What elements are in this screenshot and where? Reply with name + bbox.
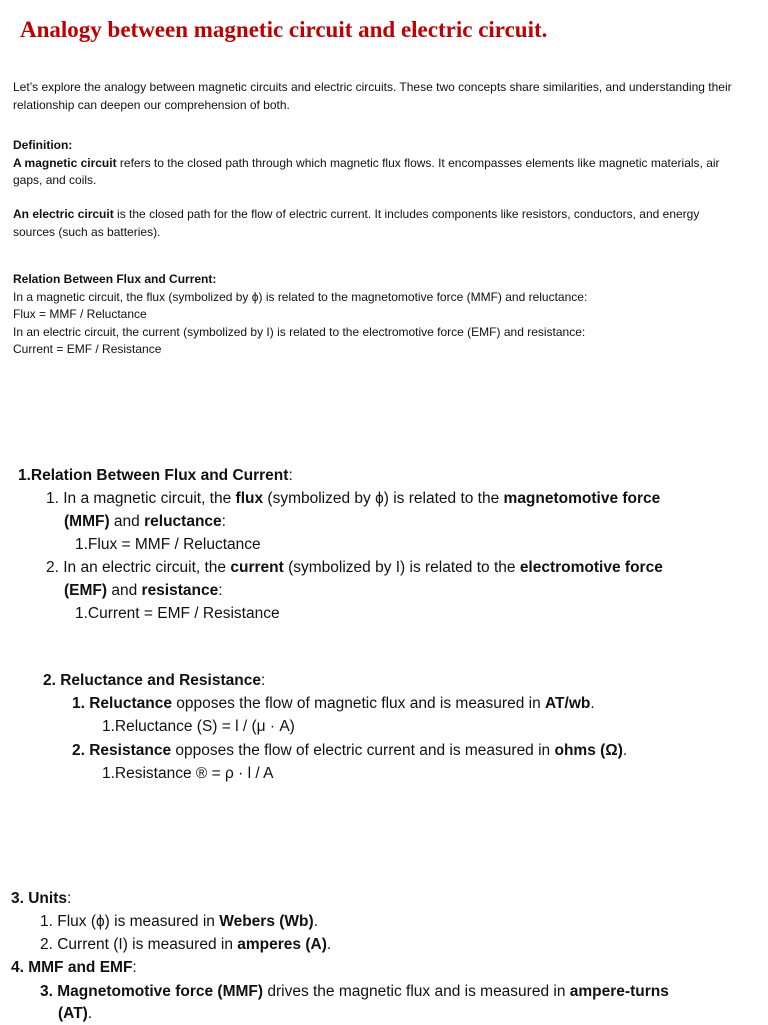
resistance-formula [102, 762, 273, 785]
item-text: . [326, 936, 332, 953]
item-text: (symbolized by I) is related to the [283, 559, 520, 576]
item-text: (symbolized by ϕ) is related to the [263, 490, 504, 507]
item-bold: Magnetomotive force (MMF) [57, 983, 264, 1000]
relation-summary-line: Flux = MMF / Reluctance [13, 307, 147, 321]
item-text: drives the magnetic flux and is measured in [263, 983, 570, 1000]
relation-summary-line: Current = EMF / Resistance [13, 342, 162, 356]
electric-circuit-text: is the closed path for the flow of electric current. It includes components like resistors, conductors, and energy sources (such as batteries). [13, 207, 700, 239]
section2-item1 [72, 692, 595, 715]
item-text: In a magnetic circuit, the [63, 490, 236, 507]
item-text: and [109, 513, 145, 530]
electric-circuit-term: An electric circuit [13, 207, 114, 221]
section2-heading-text: 2. Reluctance and Resistance [43, 672, 261, 689]
resistance-formula-text: 1.Resistance ® = ρ · l / A [102, 765, 274, 782]
item-text: : [221, 513, 226, 530]
item-text: In an electric circuit, the [63, 559, 231, 576]
item-text: and [107, 582, 142, 599]
item-text: . [87, 1005, 93, 1022]
item-bold: current [230, 559, 284, 576]
section4-heading-text: 4. MMF and EMF [11, 959, 133, 976]
intro-paragraph [13, 79, 743, 114]
magnetic-circuit-text: refers to the closed path through which magnetic flux flows. It encompasses elements like magnetic materials, air gaps, and coils. [13, 155, 720, 187]
reluctance-formula [102, 715, 295, 738]
section2-item2 [72, 739, 627, 762]
list-number: 2. [46, 559, 64, 576]
current-formula [75, 602, 280, 625]
item-bold: AT/wb [545, 695, 591, 712]
list-number: 1. [72, 695, 90, 712]
item-bold: ohms (Ω) [554, 742, 623, 759]
item-bold: ampere-turns [569, 983, 669, 1000]
document-title: Analogy between magnetic circuit and electric circuit. [20, 17, 548, 42]
item-text: . [622, 742, 628, 759]
item-bold: electromotive force [519, 559, 663, 576]
section1-item1-cont [64, 510, 226, 533]
relation-summary-line: In an electric circuit, the current (symbolized by I) is related to the electromotive force (EMF) and resistance: [13, 324, 586, 339]
section4-item [40, 980, 669, 1003]
section3-heading-text: 3. Units [11, 890, 67, 907]
flux-formula-text: 1.Flux = MMF / Reluctance [75, 536, 261, 553]
section1-heading-text: 1.Relation Between Flux and Current [18, 467, 289, 484]
item-text: . [590, 695, 595, 712]
item-text: opposes the flow of electric current and is measured in [171, 742, 555, 759]
definition-section [13, 137, 743, 190]
section2-heading-colon: : [260, 672, 266, 689]
relation-summary-line: In a magnetic circuit, the flux (symbolized by ϕ) is related to the magnetomotive force (MMF) and reluctance: [13, 289, 588, 304]
item-bold: Webers (Wb) [219, 913, 314, 930]
item-bold: magnetomotive force [503, 490, 661, 507]
section3-item2 [40, 933, 331, 956]
item-bold: reluctance [144, 513, 222, 530]
item-bold: Resistance [89, 742, 172, 759]
magnetic-circuit-term: A magnetic circuit [13, 155, 117, 170]
section4-heading [11, 956, 137, 979]
item-bold: Reluctance [89, 695, 172, 712]
relation-summary-heading: Relation Between Flux and Current: [13, 272, 217, 286]
reluctance-formula-text: 1.Reluctance (S) = l / (μ · A) [102, 718, 295, 735]
list-number: 2. [72, 742, 90, 759]
item-bold: flux [235, 490, 264, 507]
item-bold: amperes (A) [237, 936, 327, 953]
magnetic-circuit-definition [13, 155, 743, 190]
current-formula-text: 1.Current = EMF / Resistance [75, 605, 280, 622]
item-text: 1. Flux (ϕ) is measured in [40, 913, 220, 930]
section4-item-cont [58, 1002, 92, 1025]
item-bold: (EMF) [64, 582, 108, 599]
section2-heading [43, 669, 265, 692]
section1-item2-cont [64, 579, 223, 602]
flux-formula [75, 533, 261, 556]
section1-item1 [46, 487, 660, 510]
section1-item2 [46, 556, 663, 579]
section1-heading [18, 464, 293, 487]
section3-item1 [40, 910, 318, 933]
item-bold: (MMF) [64, 513, 110, 530]
item-text: 2. Current (I) is measured in [40, 936, 238, 953]
section1-heading-colon: : [288, 467, 293, 484]
section3-heading-colon: : [66, 890, 72, 907]
list-number: 3. [40, 983, 58, 1000]
intro-text: Let’s explore the analogy between magnetic circuits and electric circuits. These two concepts share similarities, and understanding their relationship can deepen our comprehension of both. [13, 80, 732, 112]
definition-heading: Definition: [13, 138, 73, 152]
relation-summary [13, 271, 743, 359]
item-text: : [218, 582, 223, 599]
item-bold: (AT) [58, 1005, 88, 1022]
electric-circuit-definition [13, 206, 743, 241]
item-text: . [313, 913, 318, 930]
section4-heading-colon: : [132, 959, 137, 976]
section3-heading [11, 887, 71, 910]
item-bold: resistance [141, 582, 219, 599]
list-number: 1. [46, 490, 64, 507]
item-text: opposes the flow of magnetic flux and is measured in [171, 695, 546, 712]
